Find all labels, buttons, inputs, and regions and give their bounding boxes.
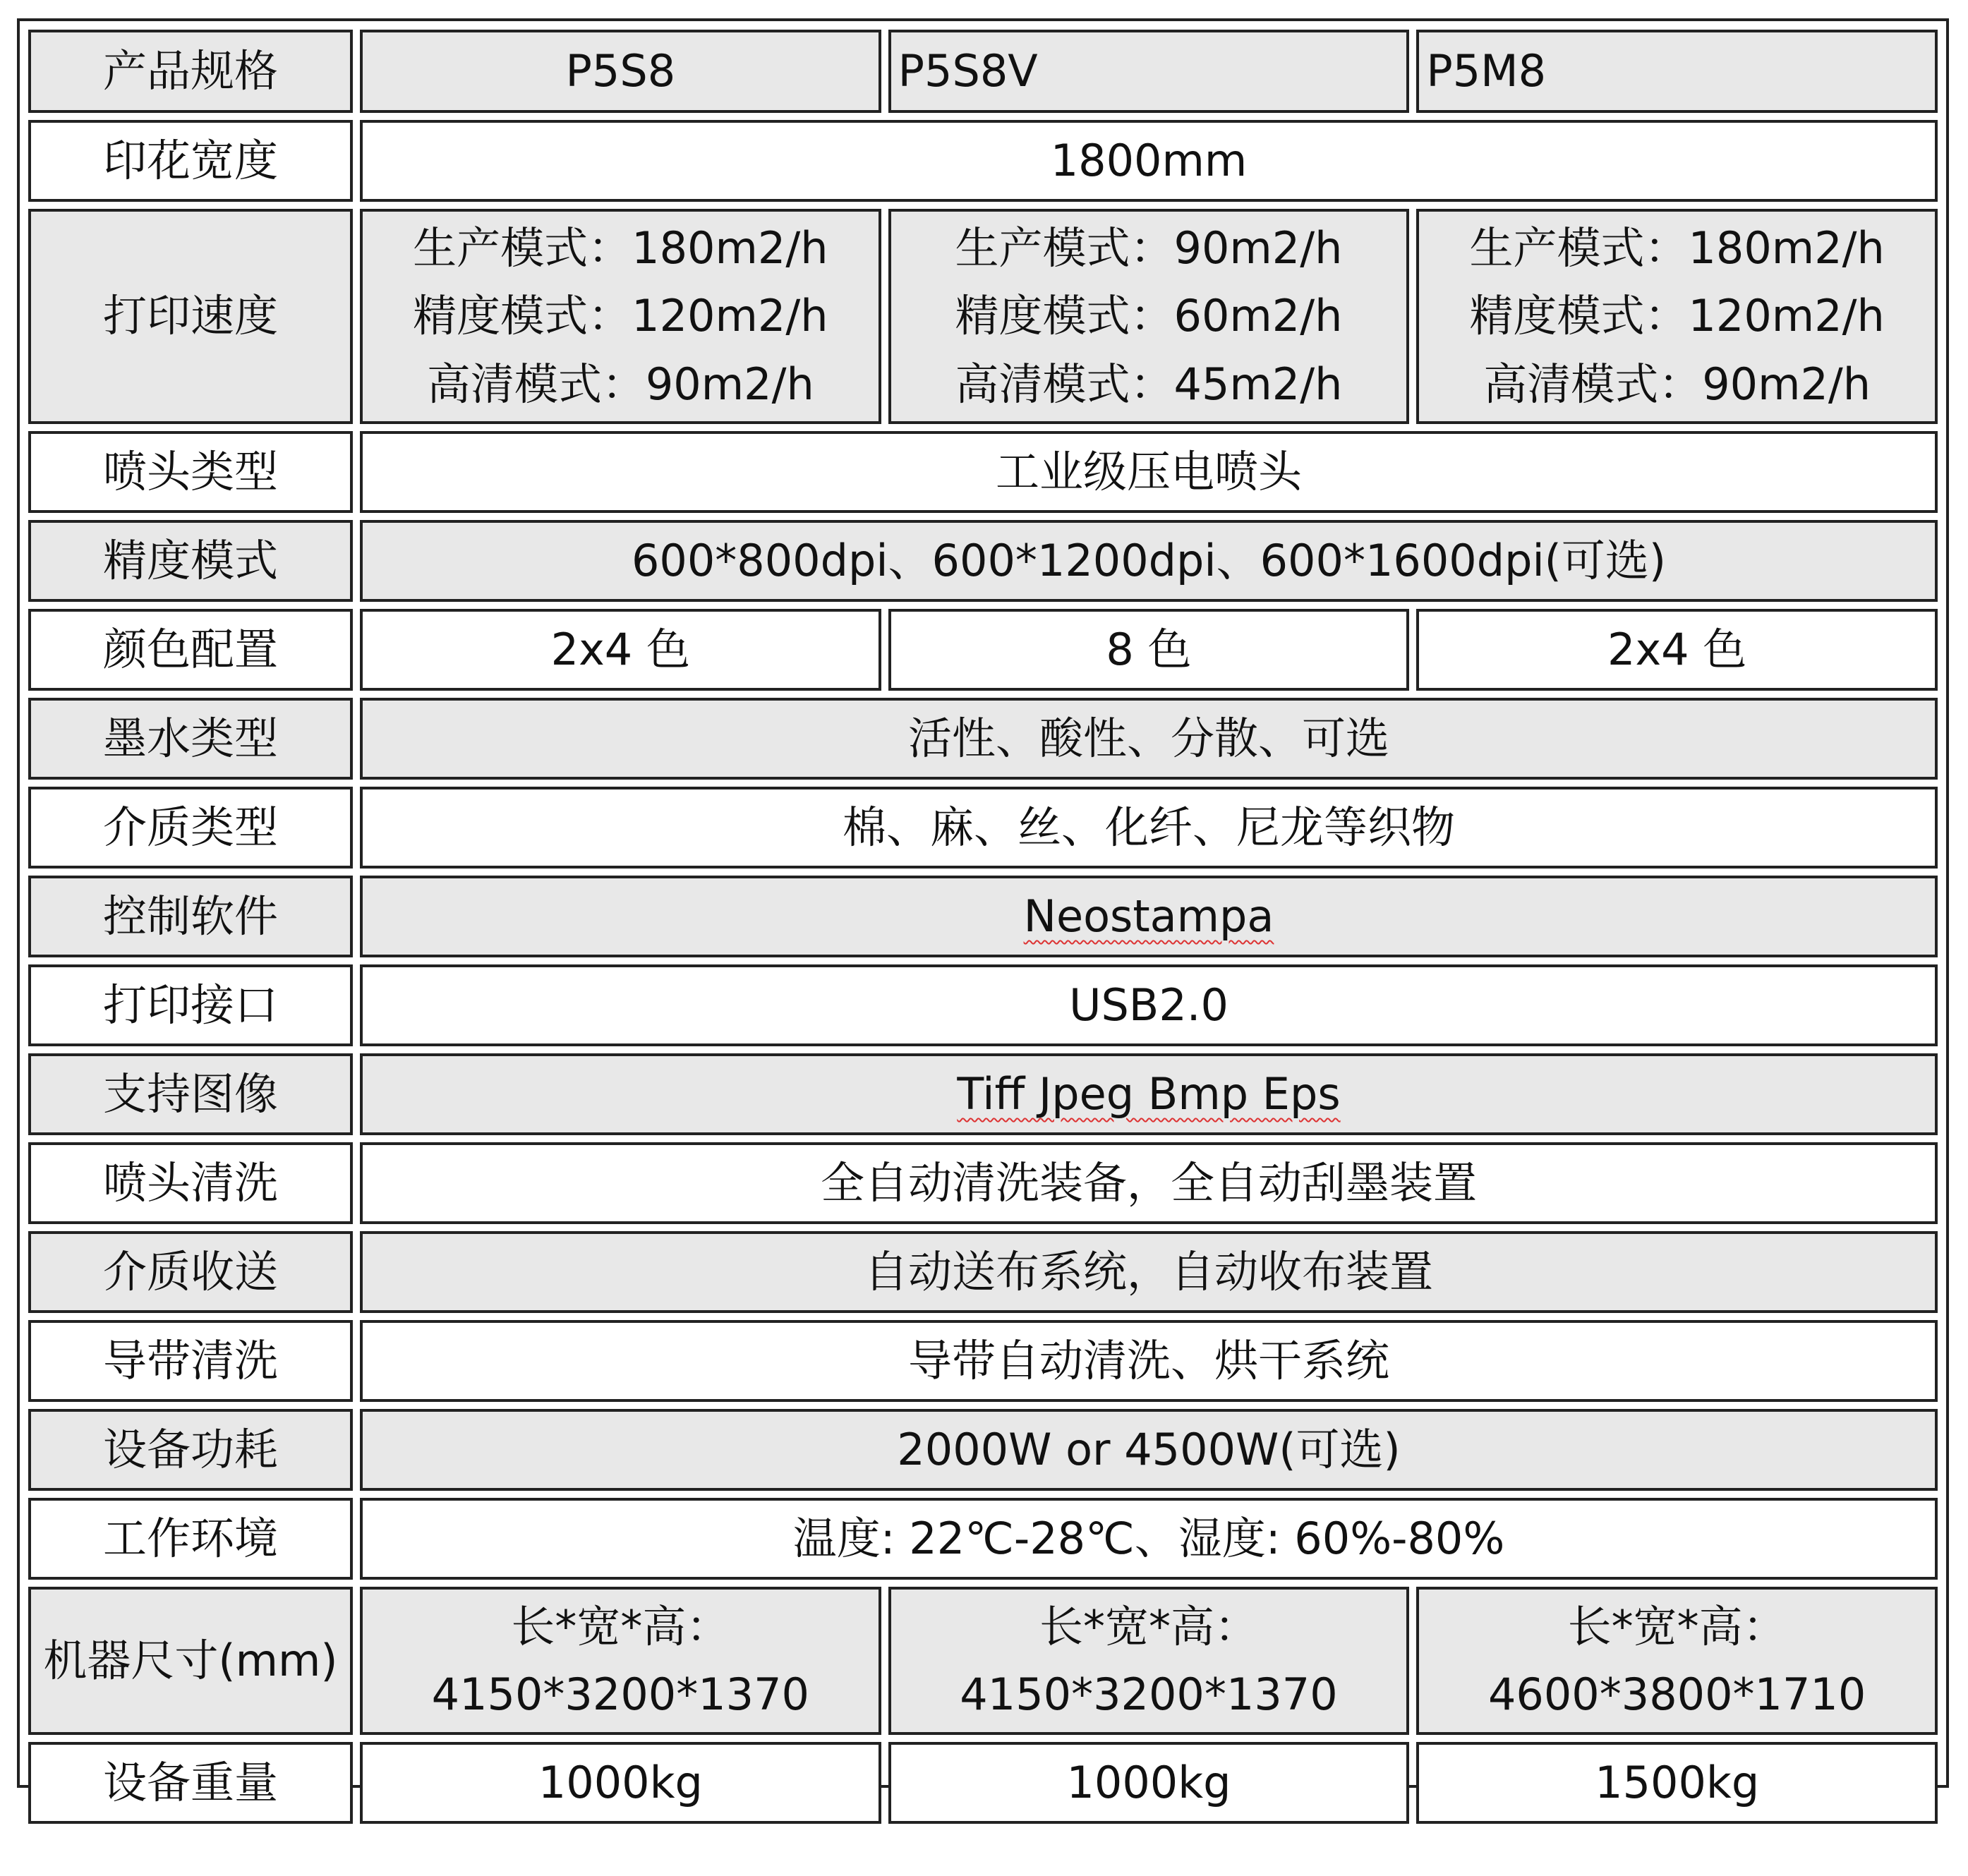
model-cell: P5S8V [888,30,1410,113]
weight-cell: 1000kg [360,1742,881,1824]
dimension-value: 4150*3200*1370 [431,1669,809,1720]
table-row [28,1142,1938,1224]
row-value: 棉、麻、丝、化纤、尼龙等织物 [360,787,1938,869]
row-value: 600*800dpi、600*1200dpi、600*1600dpi(可选) [360,520,1938,602]
weight-cell: 1500kg [1416,1742,1938,1824]
row-value: 导带自动清洗、烘干系统 [360,1320,1938,1402]
table-row [28,30,1938,113]
row-label: 控制软件 [28,876,353,957]
table-row [28,787,1938,869]
speed-cell [360,209,881,424]
row-value: 1800mm [360,120,1938,202]
row-value: 2000W or 4500W(可选) [360,1409,1938,1491]
row-label: 打印速度 [28,209,353,424]
table-row [28,1231,1938,1313]
row-label: 产品规格 [28,30,353,113]
row-label: 喷头清洗 [28,1142,353,1224]
row-value: 全自动清洗装备，全自动刮墨装置 [360,1142,1938,1224]
row-label: 介质收送 [28,1231,353,1313]
row-label: 导带清洗 [28,1320,353,1402]
dimension-cell [360,1587,881,1735]
table-row [28,1320,1938,1402]
row-label: 设备功耗 [28,1409,353,1491]
table-row [28,876,1938,957]
speed-line: 高清模式：90m2/h [1483,358,1871,410]
speed-line: 生产模式：180m2/h [413,222,828,274]
row-value: 工业级压电喷头 [360,431,1938,513]
weight-cell: 1000kg [888,1742,1410,1824]
table-row [28,520,1938,602]
speed-line: 生产模式：90m2/h [955,222,1343,274]
row-value [360,876,1938,957]
speed-line: 精度模式：60m2/h [955,290,1343,342]
color-cell: 8 色 [888,609,1410,691]
model-cell: P5S8 [360,30,881,113]
table-row [28,1742,1938,1824]
row-label: 墨水类型 [28,698,353,780]
speed-line: 精度模式：120m2/h [1469,290,1885,342]
table-row [28,698,1938,780]
table-row [28,964,1938,1046]
row-value: 自动送布系统，自动收布装置 [360,1231,1938,1313]
table-row [28,431,1938,513]
speed-cell [888,209,1410,424]
model-cell: P5M8 [1416,30,1938,113]
dimension-caption: 长*宽*高： [1039,1600,1258,1652]
image-formats: Tiff Jpeg Bmp Eps [957,1067,1341,1120]
software-name: Neostampa [1023,890,1274,942]
table-row [28,1587,1938,1735]
table-row [28,120,1938,202]
row-label: 喷头类型 [28,431,353,513]
row-value: USB2.0 [360,964,1938,1046]
dimension-value: 4600*3800*1710 [1487,1669,1866,1720]
speed-line: 高清模式：90m2/h [426,358,814,410]
speed-line: 精度模式：120m2/h [413,290,828,342]
table-row [28,1498,1938,1580]
row-label: 打印接口 [28,964,353,1046]
row-label: 支持图像 [28,1053,353,1135]
row-label: 颜色配置 [28,609,353,691]
dimension-cell [888,1587,1410,1735]
dimension-caption: 长*宽*高： [511,1600,730,1652]
row-label: 机器尺寸(mm) [28,1587,353,1735]
row-label: 介质类型 [28,787,353,869]
row-label: 精度模式 [28,520,353,602]
table-row [28,609,1938,691]
dimension-value: 4150*3200*1370 [960,1669,1338,1720]
row-label: 设备重量 [28,1742,353,1824]
dimension-caption: 长*宽*高： [1567,1600,1787,1652]
table-row [28,1053,1938,1135]
color-cell: 2x4 色 [1416,609,1938,691]
table-row [28,1409,1938,1491]
row-value: 活性、酸性、分散、可选 [360,698,1938,780]
row-label: 印花宽度 [28,120,353,202]
speed-cell [1416,209,1938,424]
speed-line: 生产模式：180m2/h [1469,222,1885,274]
dimension-cell [1416,1587,1938,1735]
speed-line: 高清模式：45m2/h [955,358,1343,410]
table-row [28,209,1938,424]
color-cell: 2x4 色 [360,609,881,691]
row-label: 工作环境 [28,1498,353,1580]
row-value: 温度: 22℃-28℃、湿度: 60%-80% [360,1498,1938,1580]
spec-table [21,23,1945,1831]
row-value [360,1053,1938,1135]
